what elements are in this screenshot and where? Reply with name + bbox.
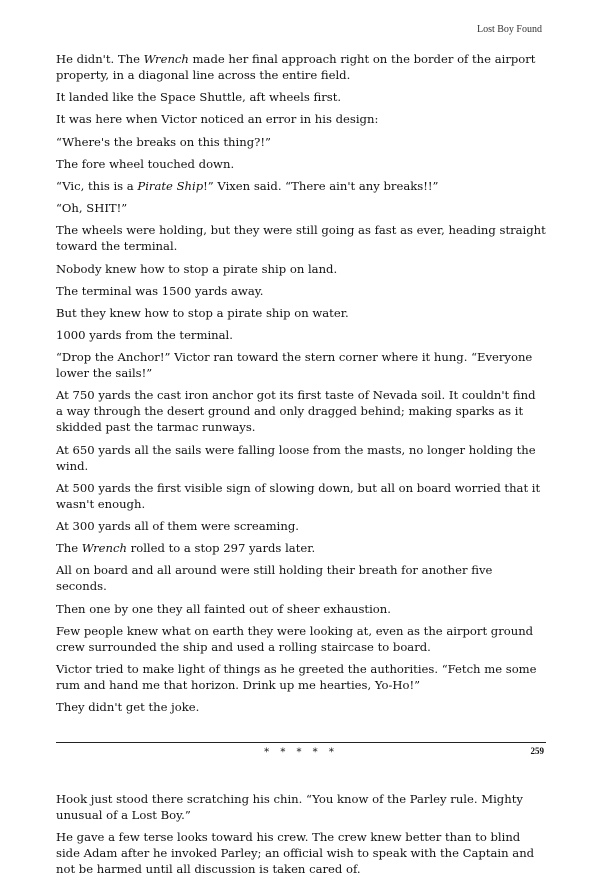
italic-text: Pirate Ship <box>137 178 204 193</box>
paragraph <box>56 601 546 617</box>
paragraph <box>56 829 546 877</box>
paragraph <box>56 442 546 474</box>
page-number: 259 <box>530 746 544 756</box>
paragraph <box>56 562 546 594</box>
text-run: The fore wheel touched down. <box>56 156 235 171</box>
footer-rule <box>56 742 546 743</box>
text-run: made her final approach right on the border of the airport property, in a diagonal line across the entire field. <box>56 52 536 82</box>
paragraph <box>56 540 546 556</box>
text-run: But they knew how to stop a pirate ship on water. <box>56 305 349 320</box>
text-run: rolled to a stop 297 yards later. <box>126 541 316 556</box>
scene-break: * * * * * <box>264 747 338 759</box>
text-run: 1000 yards from the terminal. <box>56 328 233 343</box>
text-run: !” Vixen said. “There ain't any breaks!!” <box>203 178 439 193</box>
italic-text: Wrench <box>143 52 189 66</box>
paragraph <box>56 134 546 150</box>
paragraph <box>56 387 546 435</box>
paragraph <box>56 51 546 83</box>
paragraph <box>56 156 546 172</box>
paragraph <box>56 261 546 277</box>
italic-text: Wrench <box>81 541 127 556</box>
text-run: Then one by one they all fainted out of sheer exhaustion. <box>56 601 391 616</box>
text-run: “Drop the Anchor!” Victor ran toward the stern corner where it hung. “Everyone lower the sails!” <box>56 350 533 381</box>
paragraph <box>56 305 546 321</box>
running-head: Lost Boy Found <box>476 24 542 35</box>
text-run: Few people knew what on earth they were looking at, even as the airport ground crew surrounded the ship and used a rolling staircase to board. <box>56 623 534 654</box>
paragraph <box>56 518 546 534</box>
paragraph <box>56 200 546 216</box>
text-run: It landed like the Space Shuttle, aft wheels first. <box>56 90 342 105</box>
paragraph <box>56 327 546 343</box>
text-run: He didn't. The <box>56 52 144 66</box>
section-after-break <box>56 791 546 877</box>
text-run: At 650 yards all the sails were falling loose from the masts, no longer holding the wind. <box>56 442 536 473</box>
paragraph <box>56 349 546 381</box>
text-run: It was here when Victor noticed an error in his design: <box>56 112 379 127</box>
paragraph <box>56 623 546 655</box>
paragraph <box>56 222 546 254</box>
section-before-break <box>56 51 546 715</box>
paragraph <box>56 699 546 715</box>
text-run: Hook just stood there scratching his chin. “You know of the Parley rule. Mighty unusual of a Lost Boy.” <box>56 792 523 823</box>
text-run: All on board and all around were still holding their breath for another five seconds. <box>56 563 493 594</box>
text-run: “Vic, this is a <box>56 178 138 193</box>
text-run: “Oh, SHIT!” <box>56 201 128 216</box>
text-run: At 750 yards the cast iron anchor got its first taste of Nevada soil. It couldn't find a way through the desert ground and only dragged behind; making sparks as it skidded past the tarmac runways. <box>56 388 536 435</box>
paragraph <box>56 178 546 194</box>
text-run: Victor tried to make light of things as he greeted the authorities. “Fetch me some rum and hand me that horizon. Drink up me hearties, Yo-Ho!” <box>56 661 537 692</box>
body-text <box>56 51 546 884</box>
paragraph <box>56 480 546 512</box>
paragraph <box>56 283 546 299</box>
text-run: The wheels were holding, but they were still going as fast as ever, heading straight toward the terminal. <box>56 223 546 254</box>
text-run: They didn't get the joke. <box>56 700 200 715</box>
text-run: He gave a few terse looks toward his crew. The crew knew better than to blind side Adam after he invoked Parley; an official wish to speak with the Captain and not be harmed until all discussion is taken cared of. <box>56 830 535 877</box>
text-run: The terminal was 1500 yards away. <box>56 283 264 298</box>
paragraph <box>56 111 546 127</box>
text-run: The <box>56 541 82 556</box>
paragraph <box>56 89 546 105</box>
text-run: At 500 yards the first visible sign of slowing down, but all on board worried that it wasn't enough. <box>56 480 541 511</box>
text-run: “Where's the breaks on this thing?!” <box>56 134 271 149</box>
paragraph <box>56 661 546 693</box>
text-run: At 300 yards all of them were screaming. <box>56 519 299 533</box>
text-run: Nobody knew how to stop a pirate ship on land. <box>56 261 338 276</box>
paragraph <box>56 791 546 823</box>
